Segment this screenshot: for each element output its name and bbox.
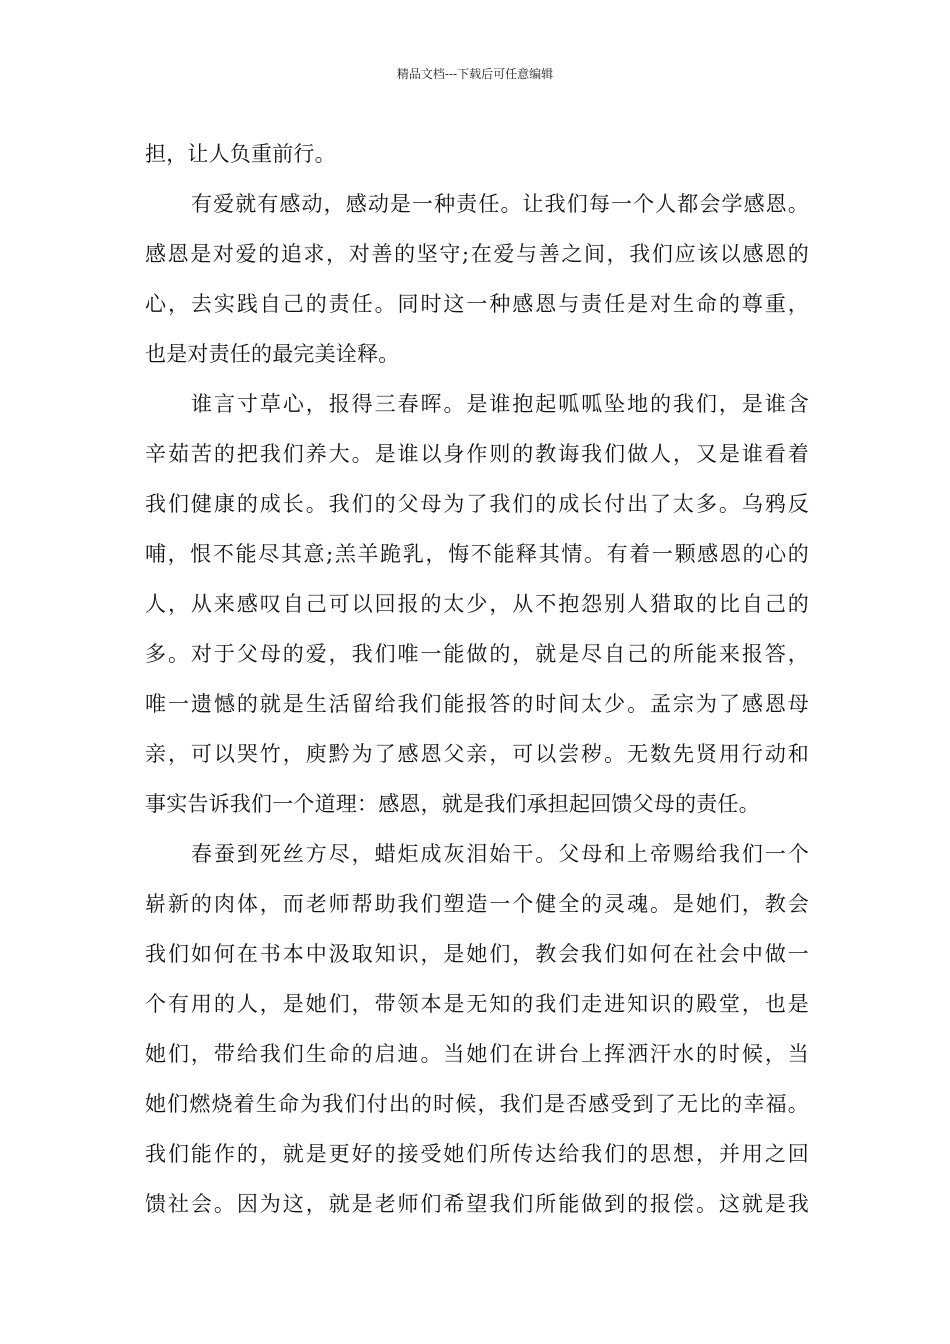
text-line: 崭新的肉体，而老师帮助我们塑造一个健全的灵魂。是她们，教会 xyxy=(145,892,809,916)
text-line: 也是对责任的最完美诠释。 xyxy=(145,342,400,366)
text-line: 心，去实践自己的责任。同时这一种感恩与责任是对生命的尊重， xyxy=(145,292,809,316)
text-line: 唯一遗憾的就是生活留给我们能报答的时间太少。孟宗为了感恩母 xyxy=(145,692,809,716)
page-header: 精品文档---下载后可任意编辑 xyxy=(396,67,554,81)
text-line: 馈社会。因为这，就是老师们希望我们所能做到的报偿。这就是我 xyxy=(145,1192,809,1216)
text-line: 辛茹苦的把我们养大。是谁以身作则的教诲我们做人，又是谁看着 xyxy=(145,442,809,466)
text-line: 我们如何在书本中汲取知识，是她们，教会我们如何在社会中做一 xyxy=(145,942,809,966)
text-line: 哺，恨不能尽其意;羔羊跪乳，悔不能释其情。有着一颗感恩的心的 xyxy=(145,542,809,566)
text-line: 人，从来感叹自己可以回报的太少，从不抱怨别人猎取的比自己的 xyxy=(145,592,809,616)
text-line: 有爱就有感动，感动是一种责任。让我们每一个人都会学感恩。 xyxy=(191,192,809,216)
text-line: 亲，可以哭竹，庾黔为了感恩父亲，可以尝秽。无数先贤用行动和 xyxy=(145,742,809,766)
text-line: 她们，带给我们生命的启迪。当她们在讲台上挥洒汗水的时候，当 xyxy=(145,1042,809,1066)
text-line: 谁言寸草心，报得三春晖。是谁抱起呱呱坠地的我们，是谁含 xyxy=(191,392,809,416)
text-line: 她们燃烧着生命为我们付出的时候，我们是否感受到了无比的幸福。 xyxy=(145,1092,809,1116)
body-text xyxy=(145,129,809,1229)
text-line: 个有用的人，是她们，带领本是无知的我们走进知识的殿堂，也是 xyxy=(145,992,809,1016)
text-line: 我们健康的成长。我们的父母为了我们的成长付出了太多。乌鸦反 xyxy=(145,492,809,516)
text-line: 感恩是对爱的追求，对善的坚守;在爱与善之间，我们应该以感恩的 xyxy=(145,242,809,266)
text-line: 多。对于父母的爱，我们唯一能做的，就是尽自己的所能来报答， xyxy=(145,642,809,666)
text-line: 我们能作的，就是更好的接受她们所传达给我们的思想，并用之回 xyxy=(145,1142,809,1166)
text-line: 春蚕到死丝方尽，蜡炬成灰泪始干。父母和上帝赐给我们一个 xyxy=(191,842,809,866)
text-line: 事实告诉我们一个道理：感恩，就是我们承担起回馈父母的责任。 xyxy=(145,792,760,816)
text-line: 担，让人负重前行。 xyxy=(145,142,336,166)
